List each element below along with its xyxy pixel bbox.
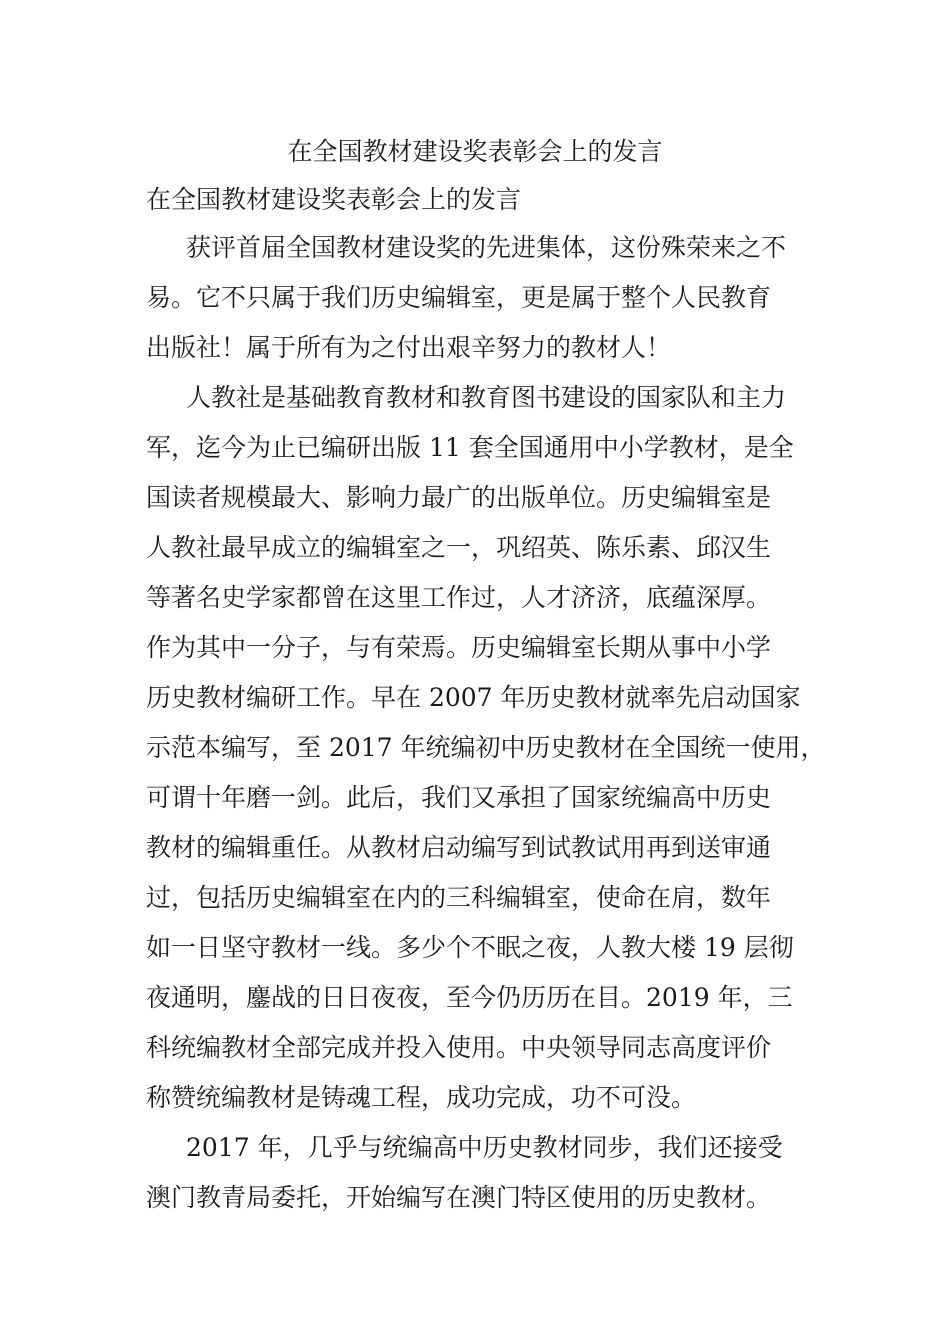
text-line: 澳门教青局委托，开始编写在澳门特区使用的历史教材。 <box>146 1183 772 1212</box>
text-line: 历史教材编研工作。早在 2007 年历史教材就率先启动国家 <box>146 683 801 712</box>
text-line: 如一日坚守教材一线。多少个不眠之夜，人教大楼 19 层彻 <box>146 933 794 962</box>
text-line: 教材的编辑重任。从教材启动编写到试教试用再到送审通 <box>146 833 772 862</box>
document-title: 在全国教材建设奖表彰会上的发言 <box>287 137 663 166</box>
text-line: 等著名史学家都曾在这里工作过，人才济济，底蕴深厚。 <box>146 583 772 612</box>
text-line: 称赞统编教材是铸魂工程，成功完成，功不可没。 <box>146 1083 697 1112</box>
document-subtitle: 在全国教材建设奖表彰会上的发言 <box>146 185 522 214</box>
text-line: 获评首届全国教材建设奖的先进集体，这份殊荣来之不 <box>186 233 787 262</box>
text-line: 易。它不只属于我们历史编辑室，更是属于整个人民教育 <box>146 283 772 312</box>
text-line: 夜通明，鏖战的日日夜夜，至今仍历历在目。2019 年，三 <box>146 983 793 1012</box>
text-line: 军，迄今为止已编研出版 11 套全国通用中小学教材，是全 <box>146 433 794 462</box>
text-line: 国读者规模最大、影响力最广的出版单位。历史编辑室是 <box>146 483 772 512</box>
text-line: 可谓十年磨一剑。此后，我们又承担了国家统编高中历史 <box>146 783 772 812</box>
text-line: 科统编教材全部完成并投入使用。中央领导同志高度评价 <box>146 1033 772 1062</box>
text-line: 2017 年，几乎与统编高中历史教材同步，我们还接受 <box>186 1133 783 1162</box>
text-line: 作为其中一分子，与有荣焉。历史编辑室长期从事中小学 <box>146 633 772 662</box>
text-line: 人教社是基础教育教材和教育图书建设的国家队和主力 <box>186 383 787 412</box>
text-line: 示范本编写，至 2017 年统编初中历史教材在全国统一使用， <box>146 733 826 762</box>
text-line: 人教社最早成立的编辑室之一，巩绍英、陈乐素、邱汉生 <box>146 533 772 562</box>
text-line: 过，包括历史编辑室在内的三科编辑室，使命在肩，数年 <box>146 883 772 912</box>
text-line: 出版社！属于所有为之付出艰辛努力的教材人！ <box>146 333 672 362</box>
